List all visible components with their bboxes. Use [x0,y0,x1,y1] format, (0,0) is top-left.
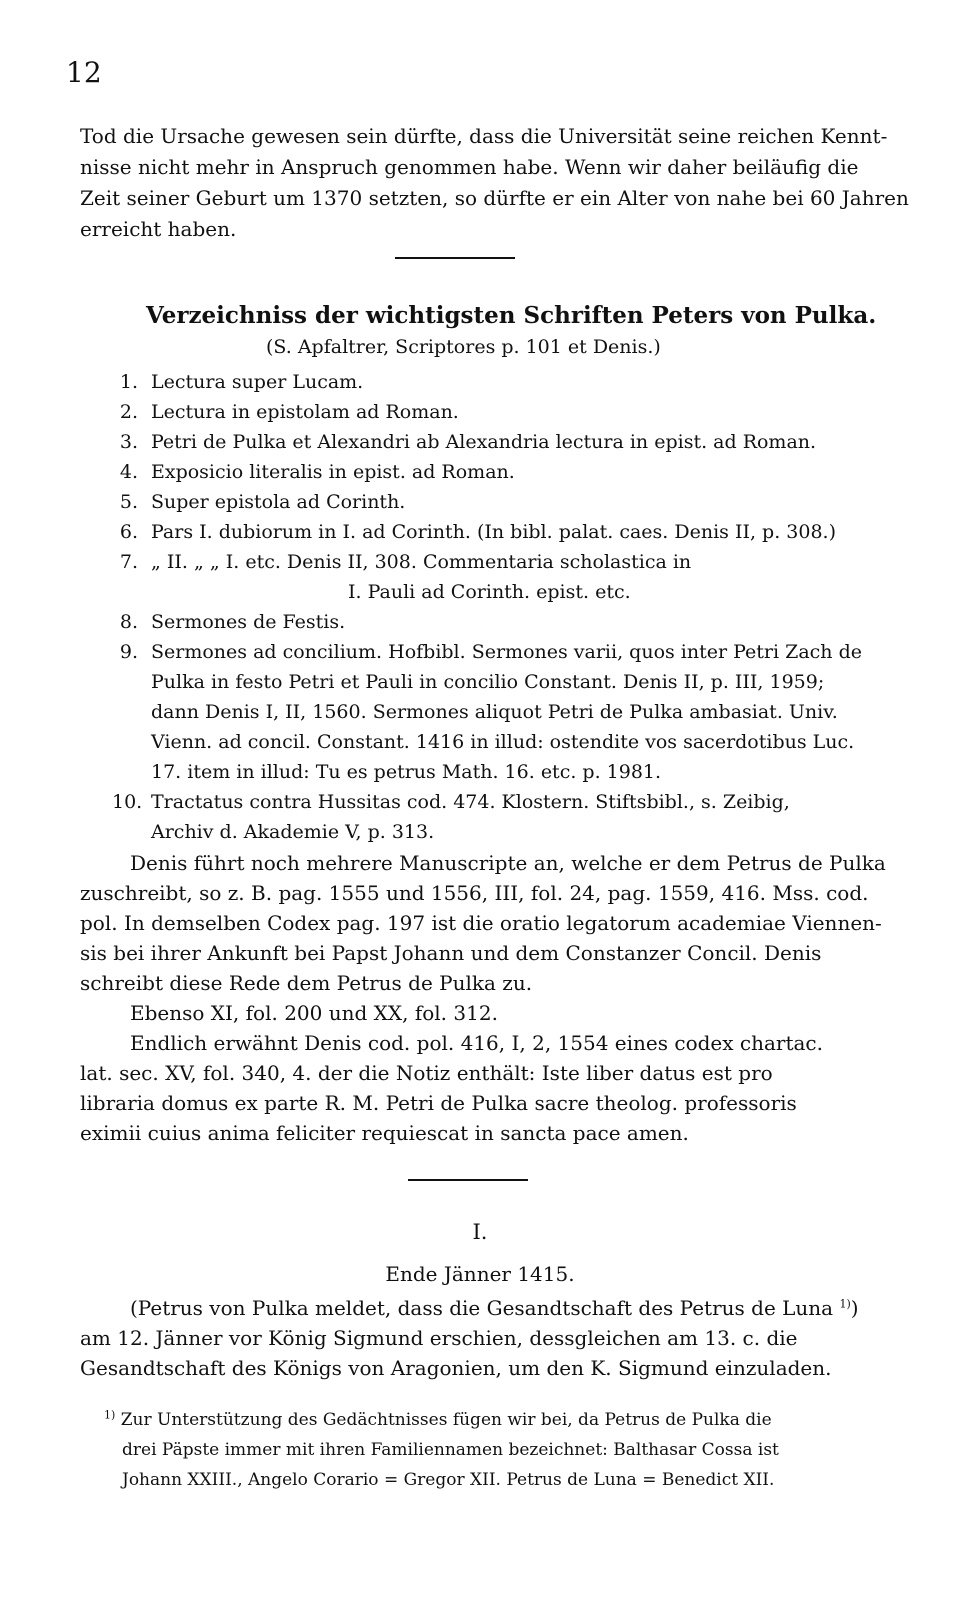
list-number: 5. [119,491,138,513]
text-line: Zeit seiner Geburt um 1370 setzten, so dürfte er ein Alter von nahe bei 60 Jahren [80,186,909,210]
page-number: 12 [66,56,102,89]
list-text: Petri de Pulka et Alexandri ab Alexandria lectura in epist. ad Roman. [151,431,817,453]
text-line: nisse nicht mehr in Anspruch genommen habe. Wenn wir daher beiläufig die [80,155,859,179]
list-number: 1. [119,371,138,393]
text-line: Denis führt noch mehrere Manuscripte an, welche er dem Petrus de Pulka [130,851,886,875]
list-text: Lectura super Lucam. [151,371,364,393]
list-text: Archiv d. Akademie V, p. 313. [151,821,435,843]
text-line: Ebenso XI, fol. 200 und XX, fol. 312. [130,1001,498,1025]
text-line: zuschreibt, so z. B. pag. 1555 und 1556, III, fol. 24, pag. 1559, 416. Mss. cod. [80,881,869,905]
text-line: schreibt diese Rede dem Petrus de Pulka zu. [80,971,533,995]
list-text: Super epistola ad Corinth. [151,491,406,513]
list-number: 9. [119,641,138,663]
list-text: 17. item in illud: Tu es petrus Math. 16. etc. p. 1981. [151,761,662,783]
list-number: 8. [119,611,138,633]
list-text: Pulka in festo Petri et Pauli in concilio Constant. Denis II, p. III, 1959; [151,671,825,693]
footnote-line: $^{1)}$ Zur Unterstützung des Gedächtnisses fügen wir bei, da Petrus de Pulka die [104,1408,772,1430]
text-line: eximii cuius anima feliciter requiescat in sancta pace amen. [80,1121,689,1145]
list-text: Exposicio literalis in epist. ad Roman. [151,461,515,483]
list-number: 2. [119,401,138,423]
list-text: I. Pauli ad Corinth. epist. etc. [348,581,631,603]
summary-line: (Petrus von Pulka meldet, dass die Gesandtschaft des Petrus de Luna $^{1)}$) [130,1296,859,1320]
text-line: Tod die Ursache gewesen sein dürfte, dass die Universität seine reichen Kennt- [80,124,888,148]
list-text: „ II. „ „ I. etc. Denis II, 308. Commentaria scholastica in [151,551,692,573]
list-text: Sermones ad concilium. Hofbibl. Sermones varii, quos inter Petri Zach de [151,641,862,663]
text-line: libraria domus ex parte R. M. Petri de Pulka sacre theolog. professoris [80,1091,797,1115]
list-text: Lectura in epistolam ad Roman. [151,401,459,423]
footnote-line: Johann XXIII., Angelo Corario = Gregor XII. Petrus de Luna = Benedict XII. [122,1470,775,1490]
text-line: Endlich erwähnt Denis cod. pol. 416, I, 2, 1554 eines codex chartac. [130,1031,823,1055]
list-number: 4. [119,461,138,483]
document-numeral: I. [472,1220,488,1244]
text-line: sis bei ihrer Ankunft bei Papst Johann und dem Constanzer Concil. Denis [80,941,822,965]
list-text: Pars I. dubiorum in I. ad Corinth. (In bibl. palat. caes. Denis II, p. 308.) [151,521,836,543]
text-line: lat. sec. XV, fol. 340, 4. der die Notiz enthält: Iste liber datus est pro [80,1061,773,1085]
summary-line: am 12. Jänner vor König Sigmund erschien, dessgleichen am 13. c. die [80,1326,798,1350]
text-line: pol. In demselben Codex pag. 197 ist die oratio legatorum academiae Viennen- [80,911,882,935]
summary-line: Gesandtschaft des Königs von Aragonien, um den K. Sigmund einzuladen. [80,1356,832,1380]
list-number: 10. [112,791,143,813]
list-text: Tractatus contra Hussitas cod. 474. Klostern. Stiftsbibl., s. Zeibig, [151,791,790,813]
list-text: Vienn. ad concil. Constant. 1416 in illud: ostendite vos sacerdotibus Luc. [151,731,855,753]
list-number: 3. [119,431,138,453]
footnote-marker: 1) [839,1297,851,1311]
list-text: Sermones de Festis. [151,611,346,633]
list-number: 6. [119,521,138,543]
section-divider [408,1179,528,1181]
list-number: 7. [119,551,138,573]
footnote-line: drei Päpste immer mit ihren Familiennamen bezeichnet: Balthasar Cossa ist [122,1440,779,1460]
list-text: dann Denis I, II, 1560. Sermones aliquot Petri de Pulka ambasiat. Univ. [151,701,838,723]
footnote-marker: 1) [104,1408,116,1422]
section-divider [395,257,515,259]
document-date: Ende Jänner 1415. [385,1262,575,1286]
text-line: erreicht haben. [80,217,237,241]
section-subtitle: (S. Apfaltrer, Scriptores p. 101 et Denis.) [266,336,661,358]
section-title: Verzeichniss der wichtigsten Schriften Peters von Pulka. [146,302,877,329]
